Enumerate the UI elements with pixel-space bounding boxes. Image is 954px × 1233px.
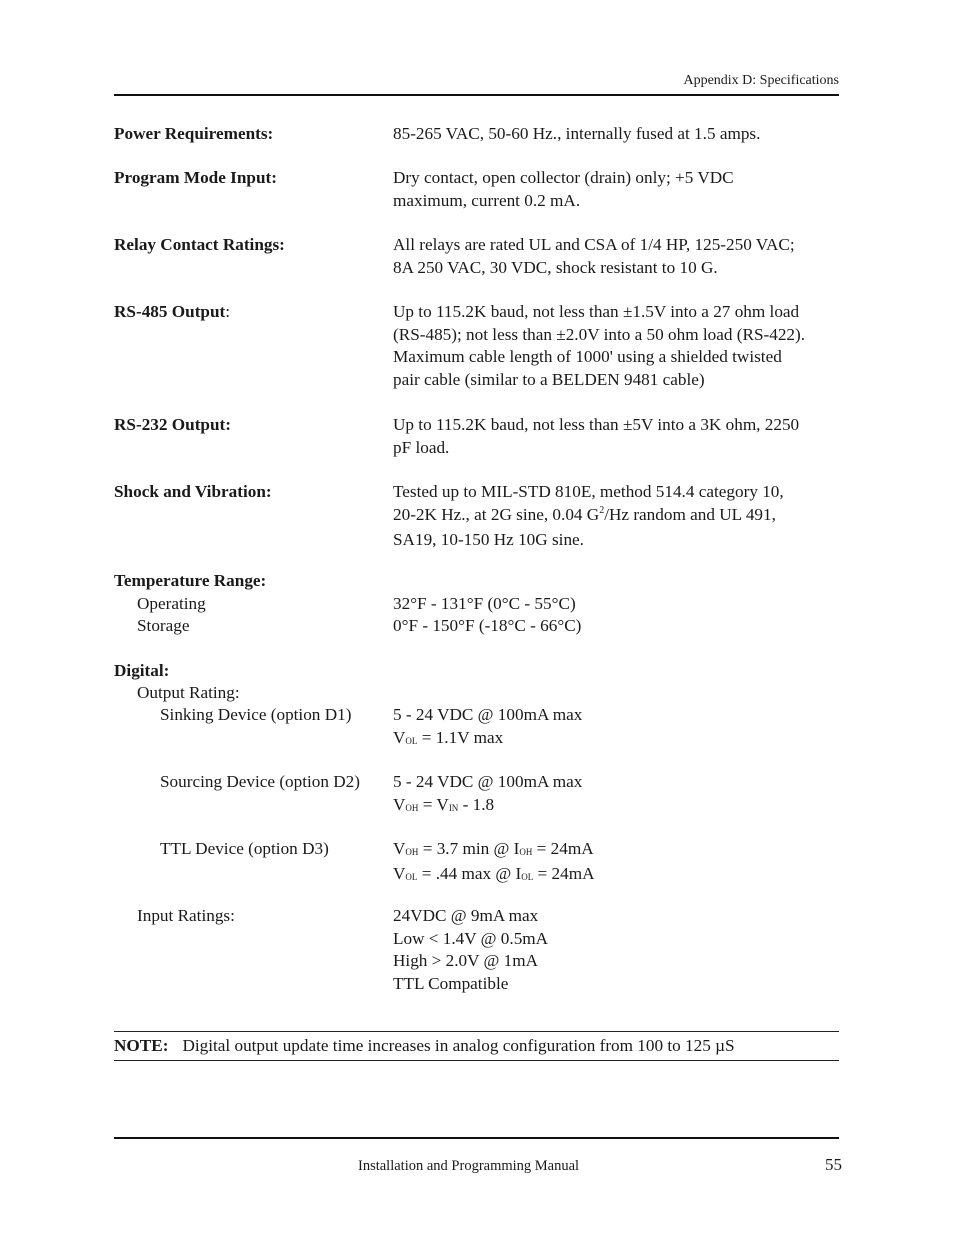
sourcing-line <box>393 794 843 819</box>
operating-label: Operating <box>137 594 206 613</box>
power-line: 85-265 VAC, 50-60 Hz., internally fused at 1.5 amps. <box>393 124 761 143</box>
symbol-v: V <box>393 727 406 747</box>
program-value <box>393 167 843 212</box>
rs485-line: pair cable (similar to a BELDEN 9481 cable) <box>393 369 705 389</box>
ttl-text: = 24mA <box>533 863 595 883</box>
relay-line: 8A 250 VAC, 30 VDC, shock resistant to 10 G. <box>393 257 718 277</box>
sinking-text: = 1.1V max <box>417 727 504 747</box>
rs485-label: RS-485 Output <box>114 302 226 321</box>
storage-value: 0°F - 150°F (-18°C - 66°C) <box>393 616 582 635</box>
rs232-value <box>393 414 843 459</box>
power-value <box>393 123 843 146</box>
rs485-line: Up to 115.2K baud, not less than ±1.5V into a 27 ohm load <box>393 302 800 321</box>
digital-label: Digital: <box>114 661 170 680</box>
input-line: TTL Compatible <box>393 973 509 993</box>
rs485-label-row <box>114 301 230 324</box>
sourcing-text: = V <box>418 794 449 814</box>
symbol-v: V <box>393 863 406 883</box>
sourcing-line: 5 - 24 VDC @ 100mA max <box>393 772 583 791</box>
ttl-line <box>393 863 843 888</box>
temperature-label: Temperature Range: <box>114 571 267 590</box>
relay-value <box>393 234 843 279</box>
page-number: 55 <box>825 1155 842 1174</box>
operating-value: 32°F - 131°F (0°C - 55°C) <box>393 594 576 613</box>
shock-line <box>393 504 843 530</box>
input-ratings-value <box>393 905 843 995</box>
subscript: IN <box>448 802 459 813</box>
sourcing-value <box>393 771 843 818</box>
subscript: OH <box>405 847 419 857</box>
sourcing-text: - 1.8 <box>458 794 495 814</box>
sinking-line <box>393 727 843 752</box>
ttl-text: = 24mA <box>532 839 594 858</box>
input-line: 24VDC @ 9mA max <box>393 906 539 925</box>
program-label: Program Mode Input: <box>114 168 277 187</box>
note-text: Digital output update time increases in analog configuration from 100 to 125 µS <box>182 1036 735 1055</box>
symbol-v: V <box>393 839 406 858</box>
subscript: OL <box>405 871 418 882</box>
note <box>114 1035 735 1057</box>
note-label: NOTE: <box>114 1036 169 1055</box>
rs232-line: pF load. <box>393 437 450 457</box>
running-header: Appendix D: Specifications <box>683 73 839 88</box>
subscript: OL <box>521 871 534 882</box>
symbol-v: V <box>393 794 406 814</box>
ttl-text: = 3.7 min @ I <box>418 839 520 858</box>
footer-title: Installation and Programming Manual <box>358 1158 580 1174</box>
input-line: Low < 1.4V @ 0.5mA <box>393 928 549 948</box>
shock-line: Tested up to MIL-STD 810E, method 514.4 category 10, <box>393 482 784 501</box>
ttl-label: TTL Device (option D3) <box>160 839 329 858</box>
shock-label: Shock and Vibration: <box>114 482 272 501</box>
sinking-value <box>393 704 843 751</box>
program-line: Dry contact, open collector (drain) only; +5 VDC <box>393 168 734 187</box>
superscript: 2 <box>599 504 605 516</box>
input-line: High > 2.0V @ 1mA <box>393 951 539 970</box>
footer-rule <box>114 1137 839 1139</box>
relay-label: Relay Contact Ratings: <box>114 235 285 254</box>
rs232-line: Up to 115.2K baud, not less than ±5V into a 3K ohm, 2250 <box>393 415 800 434</box>
shock-value <box>393 481 843 552</box>
sourcing-label: Sourcing Device (option D2) <box>160 772 360 791</box>
subscript: OL <box>405 735 418 746</box>
rs485-line: Maximum cable length of 1000' using a shielded twisted <box>393 347 782 366</box>
rs232-label: RS-232 Output: <box>114 415 231 434</box>
header-rule <box>114 94 839 96</box>
rs485-colon: : <box>225 302 231 321</box>
subscript: OH <box>405 802 419 813</box>
subscript: OH <box>519 847 533 857</box>
shock-line: SA19, 10-150 Hz 10G sine. <box>393 530 584 549</box>
ttl-value <box>393 838 843 887</box>
rs485-line: (RS-485); not less than ±2.0V into a 50 ohm load (RS-422). <box>393 324 806 344</box>
shock-text: 20-2K Hz., at 2G sine, 0.04 G <box>393 504 600 524</box>
rs485-value <box>393 301 843 391</box>
ttl-text: = .44 max @ I <box>417 863 522 883</box>
sinking-line: 5 - 24 VDC @ 100mA max <box>393 705 583 724</box>
program-line: maximum, current 0.2 mA. <box>393 190 581 210</box>
sinking-label: Sinking Device (option D1) <box>160 705 352 724</box>
output-rating-label: Output Rating: <box>137 683 240 702</box>
shock-text: /Hz random and UL 491, <box>604 504 776 524</box>
power-label: Power Requirements: <box>114 124 274 143</box>
input-ratings-label: Input Ratings: <box>137 906 235 925</box>
relay-line: All relays are rated UL and CSA of 1/4 HP, 125-250 VAC; <box>393 235 795 254</box>
storage-label: Storage <box>137 616 190 635</box>
ttl-line <box>393 838 843 863</box>
